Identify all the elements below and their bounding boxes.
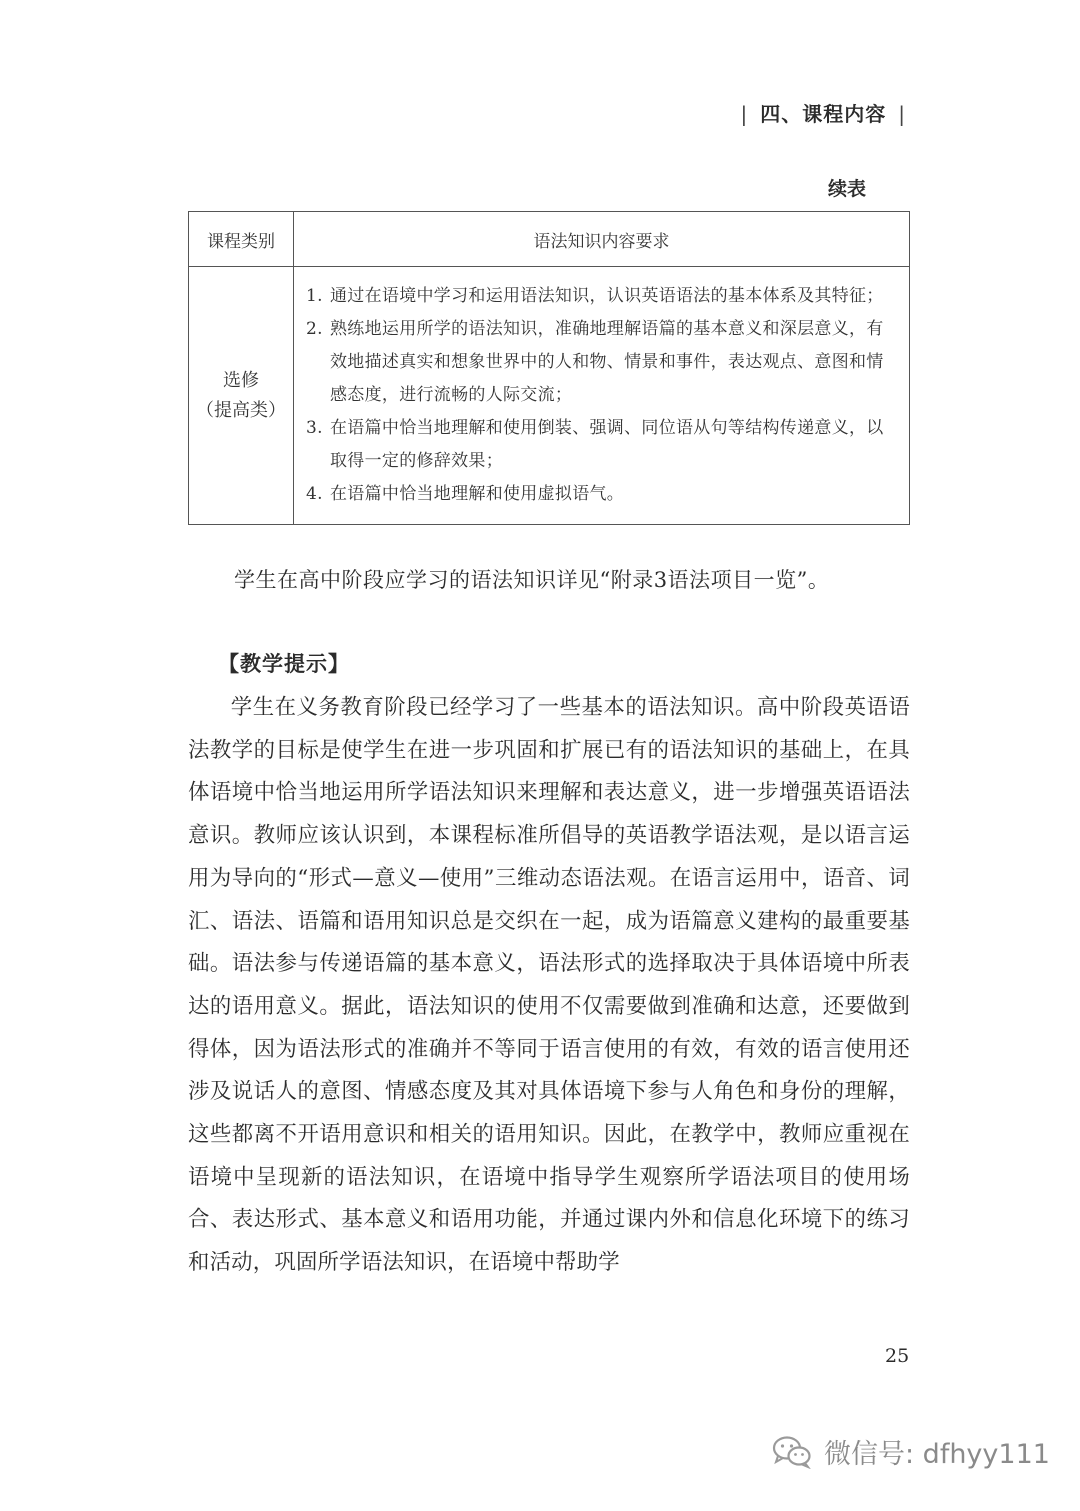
course-type-name: 选修 <box>223 369 259 391</box>
page-number: 25 <box>885 1345 910 1367</box>
item-text: 熟练地运用所学的语法知识，准确地理解语篇的基本意义和深层意义，有效地描述真实和想象世界中的人和物、情景和事件，表达观点、意图和情感态度，进行流畅的人际交流； <box>330 319 884 405</box>
requirements-cell <box>294 267 910 525</box>
item-number: 3. <box>306 418 323 438</box>
column-header-requirements: 语法知识内容要求 <box>294 212 910 267</box>
course-type-cell <box>189 267 294 525</box>
watermark <box>772 1432 1050 1471</box>
item-number: 1. <box>306 286 323 306</box>
list-item <box>306 280 899 313</box>
header-divider-left: | <box>740 102 749 126</box>
item-text: 在语篇中恰当地理解和使用倒装、强调、同位语从句等结构传递意义，以取得一定的修辞效果； <box>330 418 884 471</box>
item-number: 4. <box>306 484 323 504</box>
teaching-tips-paragraph: 学生在义务教育阶段已经学习了一些基本的语法知识。高中阶段英语语法教学的目标是使学生在进一步巩固和扩展已有的语法知识的基础上，在具体语境中恰当地运用所学语法知识来理解和表达意义，进一步增强英语语法意识。教师应该认识到，本课程标准所倡导的英语教学语法观，是以语言运用为导向的“形式—意义—使用”三维动态语法观。在语言运用中，语音、词汇、语法、语篇和语用知识总是交织在一起，成为语篇意义建构的最重要基础。语法参与传递语篇的基本意义，语法形式的选择取决于具体语境中所表达的语用意义。据此，语法知识的使用不仅需要做到准确和达意，还要做到得体，因为语法形式的准确并不等同于语言使用的有效，有效的语言使用还涉及说话人的意图、情感态度及其对具体语境下参与人角色和身份的理解，这些都离不开语用意识和相关的语用知识。因此，在教学中，教师应重视在语境中呈现新的语法知识，在语境中指导学生观察所学语法项目的使用场合、表达形式、基本意义和语用功能，并通过课内外和信息化环境下的练习和活动，巩固所学语法知识，在语境中帮助学 <box>188 695 910 1276</box>
list-item <box>306 478 899 511</box>
continued-table-label: 续表 <box>828 178 867 200</box>
column-header-course-type: 课程类别 <box>189 212 294 267</box>
header-divider-right: | <box>898 102 906 126</box>
course-type-level: （提高类） <box>196 399 286 421</box>
watermark-text: 微信号: dfhyy111 <box>824 1439 1050 1470</box>
list-item <box>306 412 899 478</box>
section-title: 四、课程内容 <box>760 102 887 126</box>
item-text: 通过在语境中学习和运用语法知识，认识英语语法的基本体系及其特征； <box>330 286 884 306</box>
table-row <box>189 267 910 525</box>
section-header <box>729 98 919 127</box>
appendix-note: 学生在高中阶段应学习的语法知识详见“附录3语法项目一览”。 <box>234 568 830 592</box>
wechat-icon <box>772 1435 812 1469</box>
item-number: 2. <box>306 319 323 339</box>
item-text: 在语篇中恰当地理解和使用虚拟语气。 <box>330 484 625 504</box>
list-item <box>306 313 899 412</box>
teaching-tips-heading: 【教学提示】 <box>218 652 350 676</box>
table-header-row <box>189 212 910 267</box>
grammar-requirements-table <box>188 211 910 525</box>
